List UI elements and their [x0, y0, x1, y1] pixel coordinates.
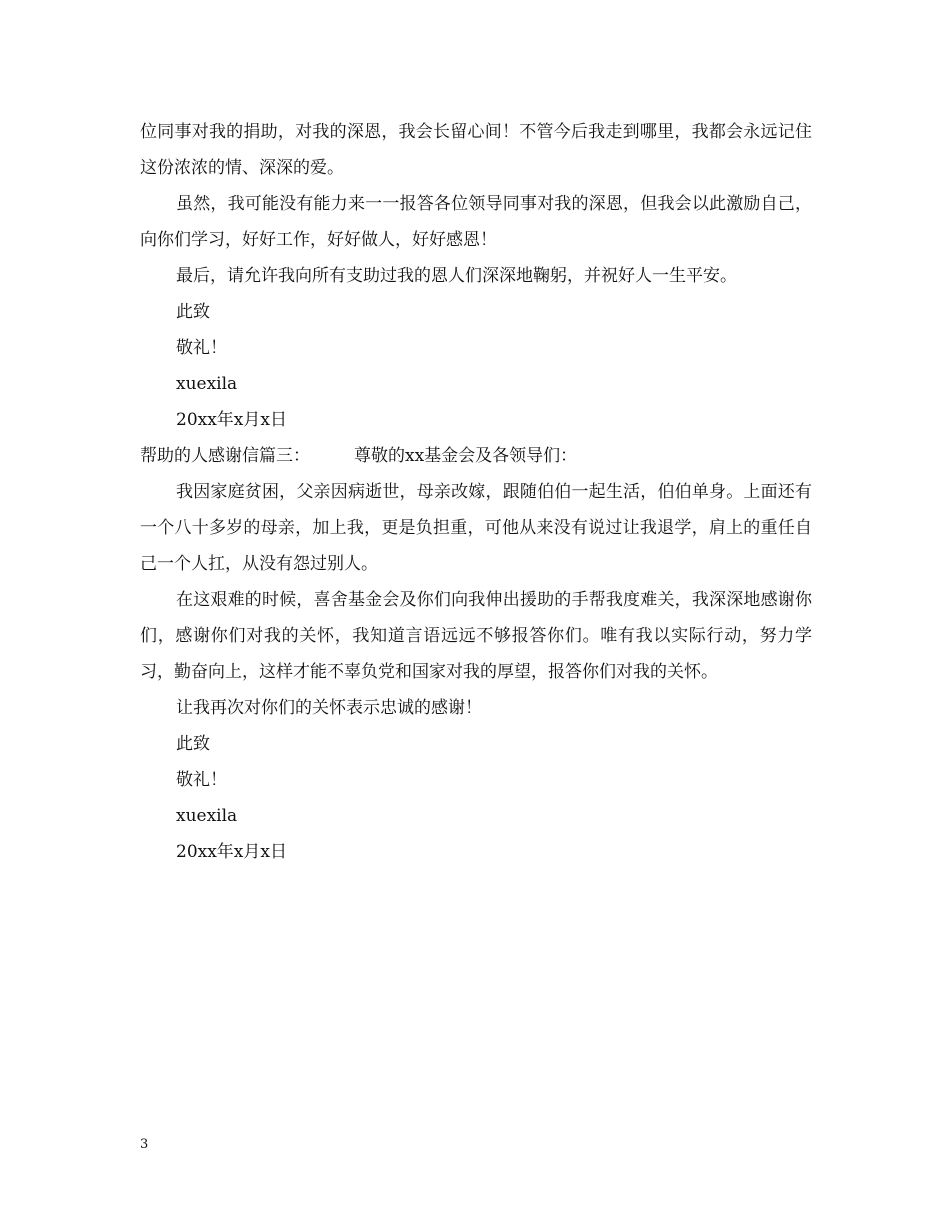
- closing-cizhi-2: 此致: [176, 734, 210, 754]
- page-number: 3: [140, 1137, 149, 1152]
- closing-jingli: 敬礼！: [176, 338, 227, 358]
- paragraph-thanks-foundation: 在这艰难的时候，喜舍基金会及你们向我伸出援助的手帮我度难关，我深深地感谢你们，感谢你们对我的关怀，我知道言语远远不够报答你们。唯有我以实际行动，努力学习，勤奋向上，这样才能不辜负党和国家对我的厚望，报答你们对我的关怀。: [140, 590, 812, 682]
- closing-cizhi: 此致: [176, 302, 210, 322]
- letter-salutation: 尊敬的xx基金会及各领导们：: [354, 446, 578, 466]
- signature-2: xuexila: [176, 806, 238, 826]
- date: 20xx年x月x日: [176, 410, 287, 430]
- section-heading-line: [140, 438, 812, 474]
- section-heading-title: 帮助的人感谢信篇三：: [140, 446, 310, 466]
- paragraph-closing-wish: 最后，请允许我向所有支助过我的恩人们深深地鞠躬，并祝好人一生平安。: [176, 266, 737, 286]
- paragraph-gratitude: 虽然，我可能没有能力来一一报答各位领导同事对我的深恩，但我会以此激励自己，向你们学习，好好工作，好好做人，好好感恩！: [140, 194, 812, 250]
- signature: xuexila: [176, 374, 238, 394]
- document-body: [140, 114, 812, 870]
- paragraph-continuation: 位同事对我的捐助，对我的深恩，我会长留心间！不管今后我走到哪里，我都会永远记住这份浓浓的情、深深的爱。: [140, 122, 812, 178]
- paragraph-final-thanks: 让我再次对你们的关怀表示忠诚的感谢！: [176, 698, 482, 718]
- date-2: 20xx年x月x日: [176, 842, 287, 862]
- closing-jingli-2: 敬礼！: [176, 770, 227, 790]
- paragraph-family-background: 我因家庭贫困，父亲因病逝世，母亲改嫁，跟随伯伯一起生活，伯伯单身。上面还有一个八十多岁的母亲，加上我，更是负担重，可他从来没有说过让我退学，肩上的重任自己一个人扛，从没有怨过别人。: [140, 482, 812, 574]
